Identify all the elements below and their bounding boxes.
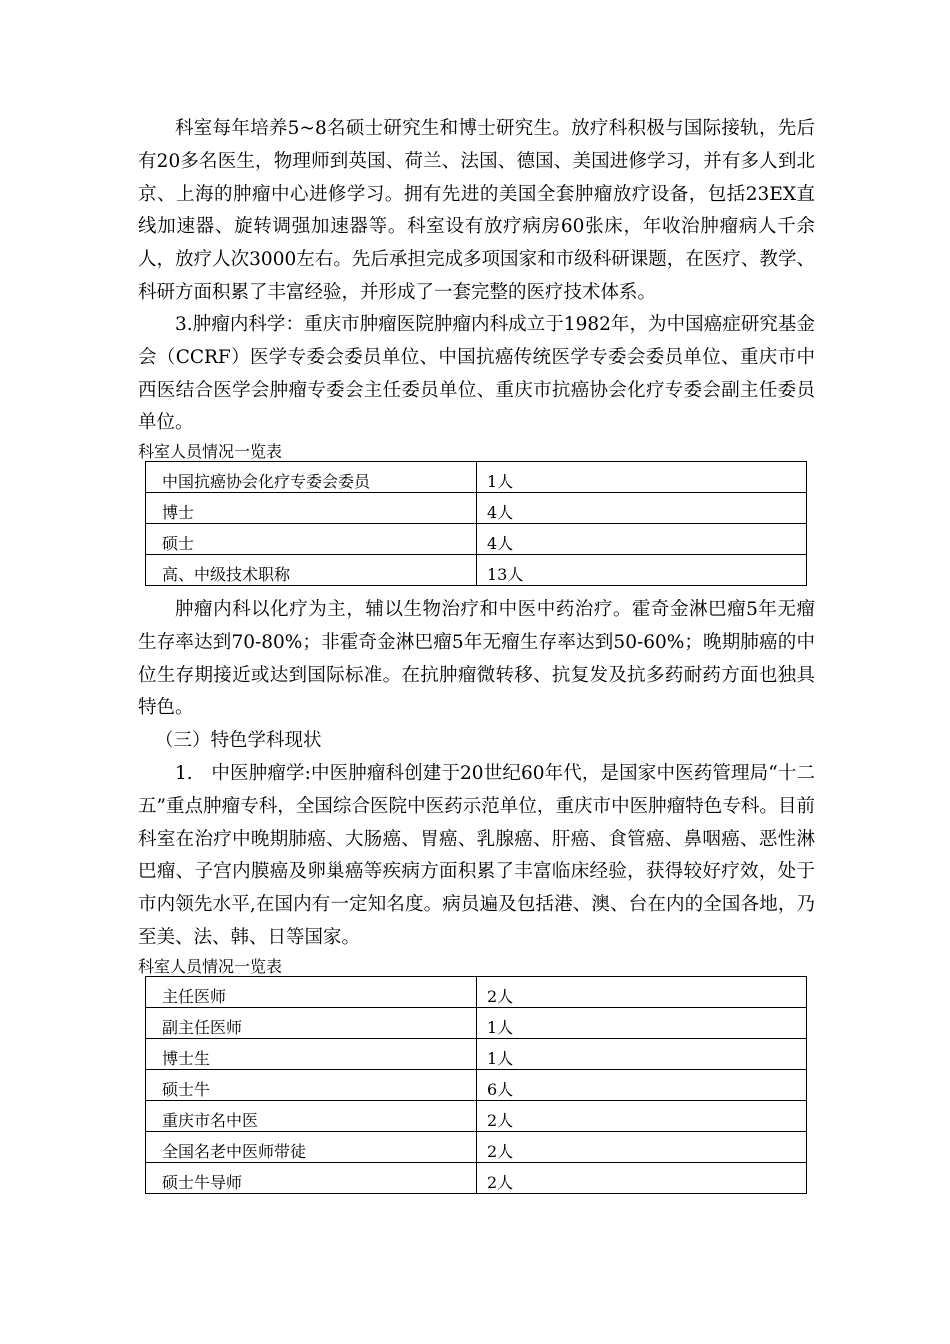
table-cell-label: 博士 [146,493,477,524]
table-cell-value: 1人 [477,1008,807,1039]
paragraph-medical-oncology: 3.肿瘤内科学：重庆市肿瘤医院肿瘤内科成立于1982年，为中国癌症研究基金会（CCRF）医学专委会委员单位、中国抗癌传统医学专委会委员单位、重庆市中西医结合医学会肿瘤专委会主任委员单位、重庆市抗癌协会化疗专委会副主任委员单位。 [138,314,815,434]
paragraph-tcm-oncology: 1. 中医肿瘤学:中医肿瘤科创建于20世纪60年代，是国家中医药管理局“十二五”重点肿瘤专科，全国综合医院中医药示范单位，重庆市中医肿瘤特色专科。目前科室在治疗中晚期肺癌、大肠癌、胃癌、乳腺癌、肝癌、食管癌、鼻咽癌、恶性淋巴瘤、子宫内膜癌及卵巢癌等疾病方面积累了丰富临床经验，获得较好疗效，处于市内领先水平,在国内有一定知名度。病员遍及包括港、澳、台在内的全国各地，乃至美、法、韩、日等国家。 [138,763,815,948]
staff-table-tcm [145,976,807,1194]
table-row [146,1132,807,1163]
staff-table-oncology [145,461,807,586]
table-row [146,1008,807,1039]
table-cell-value: 1人 [477,1039,807,1070]
table-row [146,1101,807,1132]
table-caption: 科室人员情况一览表 [138,957,283,976]
table-cell-label: 全国名老中医师带徒 [146,1132,477,1163]
table-caption: 科室人员情况一览表 [138,442,283,461]
table-cell-label: 主任医师 [146,977,477,1008]
table-cell-value: 1人 [477,462,807,493]
table-row [146,1070,807,1101]
table-row [146,1039,807,1070]
table-cell-label: 高、中级技术职称 [146,555,477,586]
table-cell-label: 硕士牛 [146,1070,477,1101]
table-cell-label: 副主任医师 [146,1008,477,1039]
table-cell-label: 硕士牛导师 [146,1163,477,1194]
table-cell-value: 2人 [477,1132,807,1163]
paragraph-chemotherapy: 肿瘤内科以化疗为主，辅以生物治疗和中医中药治疗。霍奇金淋巴瘤5年无瘤生存率达到70-80%；非霍奇金淋巴瘤5年无瘤生存率达到50-60%；晚期肺癌的中位生存期接近或达到国际标准。在抗肿瘤微转移、抗复发及抗多药耐药方面也独具特色。 [138,599,815,719]
table-cell-value: 4人 [477,493,807,524]
table-cell-label: 中国抗癌协会化疗专委会委员 [146,462,477,493]
table-cell-label: 重庆市名中医 [146,1101,477,1132]
section-heading: （三）特色学科现状 [155,730,322,751]
table-cell-value: 2人 [477,977,807,1008]
paragraph-radiotherapy: 科室每年培养5~8名硕士研究生和博士研究生。放疗科积极与国际接轨，先后有20多名医生，物理师到英国、荷兰、法国、德国、美国进修学习，并有多人到北京、上海的肿瘤中心进修学习。拥有先进的美国全套肿瘤放疗设备，包括23EX直线加速器、旋转调强加速器等。科室设有放疗病房60张床，年收治肿瘤病人千余人，放疗人次3000左右。先后承担完成多项国家和市级科研课题，在医疗、教学、科研方面积累了丰富经验，并形成了一套完整的医疗技术体系。 [138,118,815,303]
table-cell-value: 4人 [477,524,807,555]
table-cell-label: 博士生 [146,1039,477,1070]
table-row [146,462,807,493]
table-cell-value: 13人 [477,555,807,586]
table-cell-label: 硕士 [146,524,477,555]
table-cell-value: 2人 [477,1163,807,1194]
table-row [146,1163,807,1194]
table-row [146,524,807,555]
table-cell-value: 2人 [477,1101,807,1132]
table-cell-value: 6人 [477,1070,807,1101]
table-row [146,977,807,1008]
table-row [146,493,807,524]
table-row [146,555,807,586]
